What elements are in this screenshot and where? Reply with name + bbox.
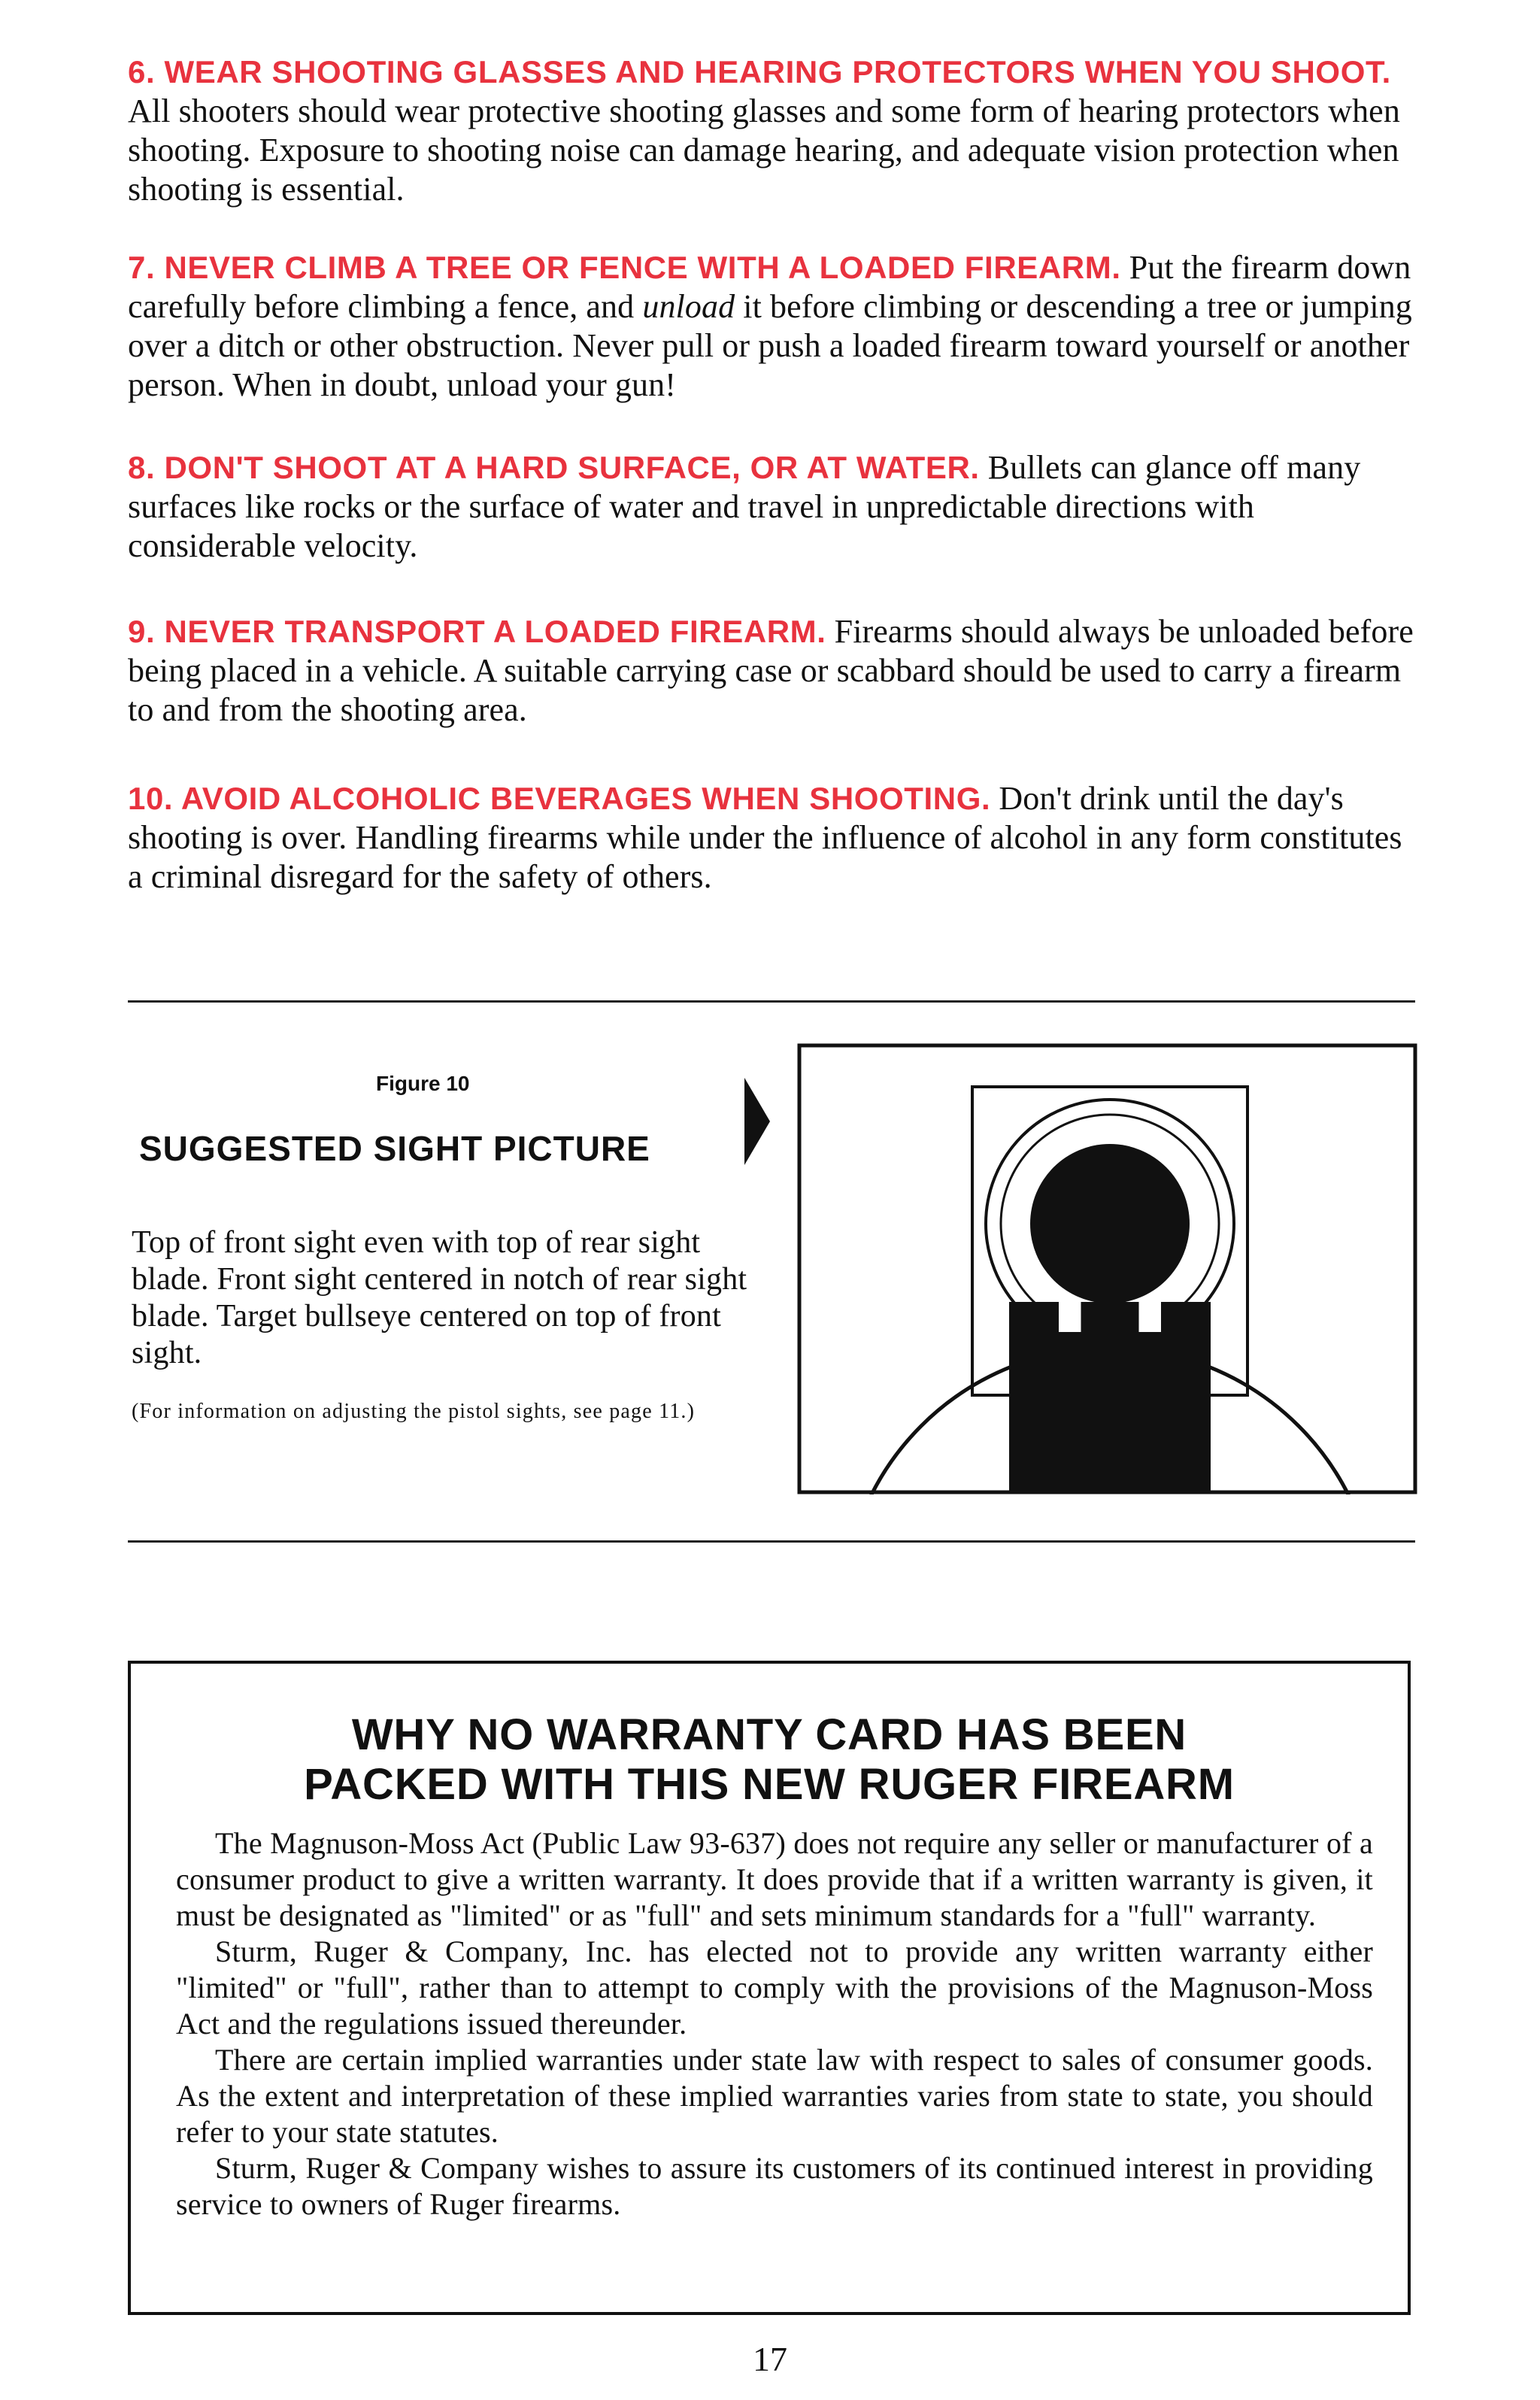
rule-9 <box>128 612 1421 730</box>
rule-7 <box>128 248 1421 405</box>
rule-8-heading: 8. DON'T SHOOT AT A HARD SURFACE, OR AT WATER. <box>128 450 980 485</box>
figure-title: SUGGESTED SIGHT PICTURE <box>139 1129 650 1168</box>
rule-7-emphasis: unload <box>642 288 735 325</box>
bullseye <box>1030 1144 1190 1303</box>
page-number: 17 <box>753 2340 787 2378</box>
pointer-arrow-icon <box>744 1078 770 1165</box>
warranty-paragraph: The Magnuson-Moss Act (Public Law 93-637) does not require any seller or manufacturer of a consumer product to give a written warranty. It does provide that if a written warranty is given, it must be designated as "limited" or as "full" and sets minimum standards for a "full" warranty. <box>176 1826 1373 1932</box>
figure-note: (For information on adjusting the pistol sights, see page 11.) <box>132 1400 696 1423</box>
rule-9-body: Firearms should always be unloaded before being placed in a vehicle. A suitable carrying case or scabbard should be used to carry a firearm to and from the shooting area. <box>128 613 1414 728</box>
warranty-title-line-1: WHY NO WARRANTY CARD HAS BEEN <box>351 1710 1187 1759</box>
warranty-title-line-2: PACKED WITH THIS NEW RUGER FIREARM <box>304 1760 1235 1809</box>
rule-8-body: Bullets can glance off many surfaces like rocks or the surface of water and travel in unpredictable directions with considerable velocity. <box>128 449 1361 564</box>
rule-9-heading: 9. NEVER TRANSPORT A LOADED FIREARM. <box>128 614 826 649</box>
warranty-notice-box <box>128 1661 1411 2315</box>
figure-label: Figure 10 <box>376 1072 470 1095</box>
rule-7-body-start: Put the firearm down carefully before climbing a fence, and <box>128 249 1411 325</box>
front-sight-post <box>1080 1302 1140 1332</box>
rule-6-body: All shooters should wear protective shooting glasses and some form of hearing protectors when shooting. Exposure to shooting noise can damage hearing, and adequate vision protection when shooting is essential. <box>128 93 1400 208</box>
rule-10 <box>128 779 1421 897</box>
rule-6 <box>128 53 1421 209</box>
rule-6-heading: 6. WEAR SHOOTING GLASSES AND HEARING PROTECTORS WHEN YOU SHOOT. <box>128 54 1391 90</box>
warranty-title <box>131 1710 1408 1810</box>
rule-8 <box>128 448 1421 566</box>
rule-10-body: Don't drink until the day's shooting is over. Handling firearms while under the influence of alcohol in any form constitutes a criminal disregard for the safety of others. <box>128 780 1402 895</box>
warranty-paragraph: Sturm, Ruger & Company, Inc. has elected not to provide any written warranty either "limited" or "full", rather than to attempt to comply with the provisions of the Magnuson-Moss Act and the regulations issued thereunder. <box>176 1934 1373 2040</box>
warranty-paragraph: Sturm, Ruger & Company wishes to assure its customers of its continued interest in providing service to owners of Ruger firearms. <box>176 2151 1373 2221</box>
figure-bottom-rule <box>128 1540 1415 1543</box>
figure-top-rule <box>128 1000 1415 1003</box>
figure-description: Top of front sight even with top of rear sight blade. Front sight centered in notch of rear sight blade. Target bullseye centered on top of front sight. <box>132 1225 747 1370</box>
rule-7-body-end: it before climbing or descending a tree or jumping over a ditch or other obstruction. Never pull or push a loaded firearm toward yourself or another person. When in doubt, unload your gun! <box>128 288 1412 403</box>
sight-picture-illustration <box>797 1043 1417 1494</box>
warranty-body <box>176 1825 1373 2223</box>
rule-10-heading: 10. AVOID ALCOHOLIC BEVERAGES WHEN SHOOTING. <box>128 781 991 816</box>
rule-7-heading: 7. NEVER CLIMB A TREE OR FENCE WITH A LOADED FIREARM. <box>128 250 1121 285</box>
warranty-paragraph: There are certain implied warranties under state law with respect to sales of consumer goods. As the extent and interpretation of these implied warranties varies from state to state, you should refer to your state statutes. <box>176 2043 1373 2149</box>
